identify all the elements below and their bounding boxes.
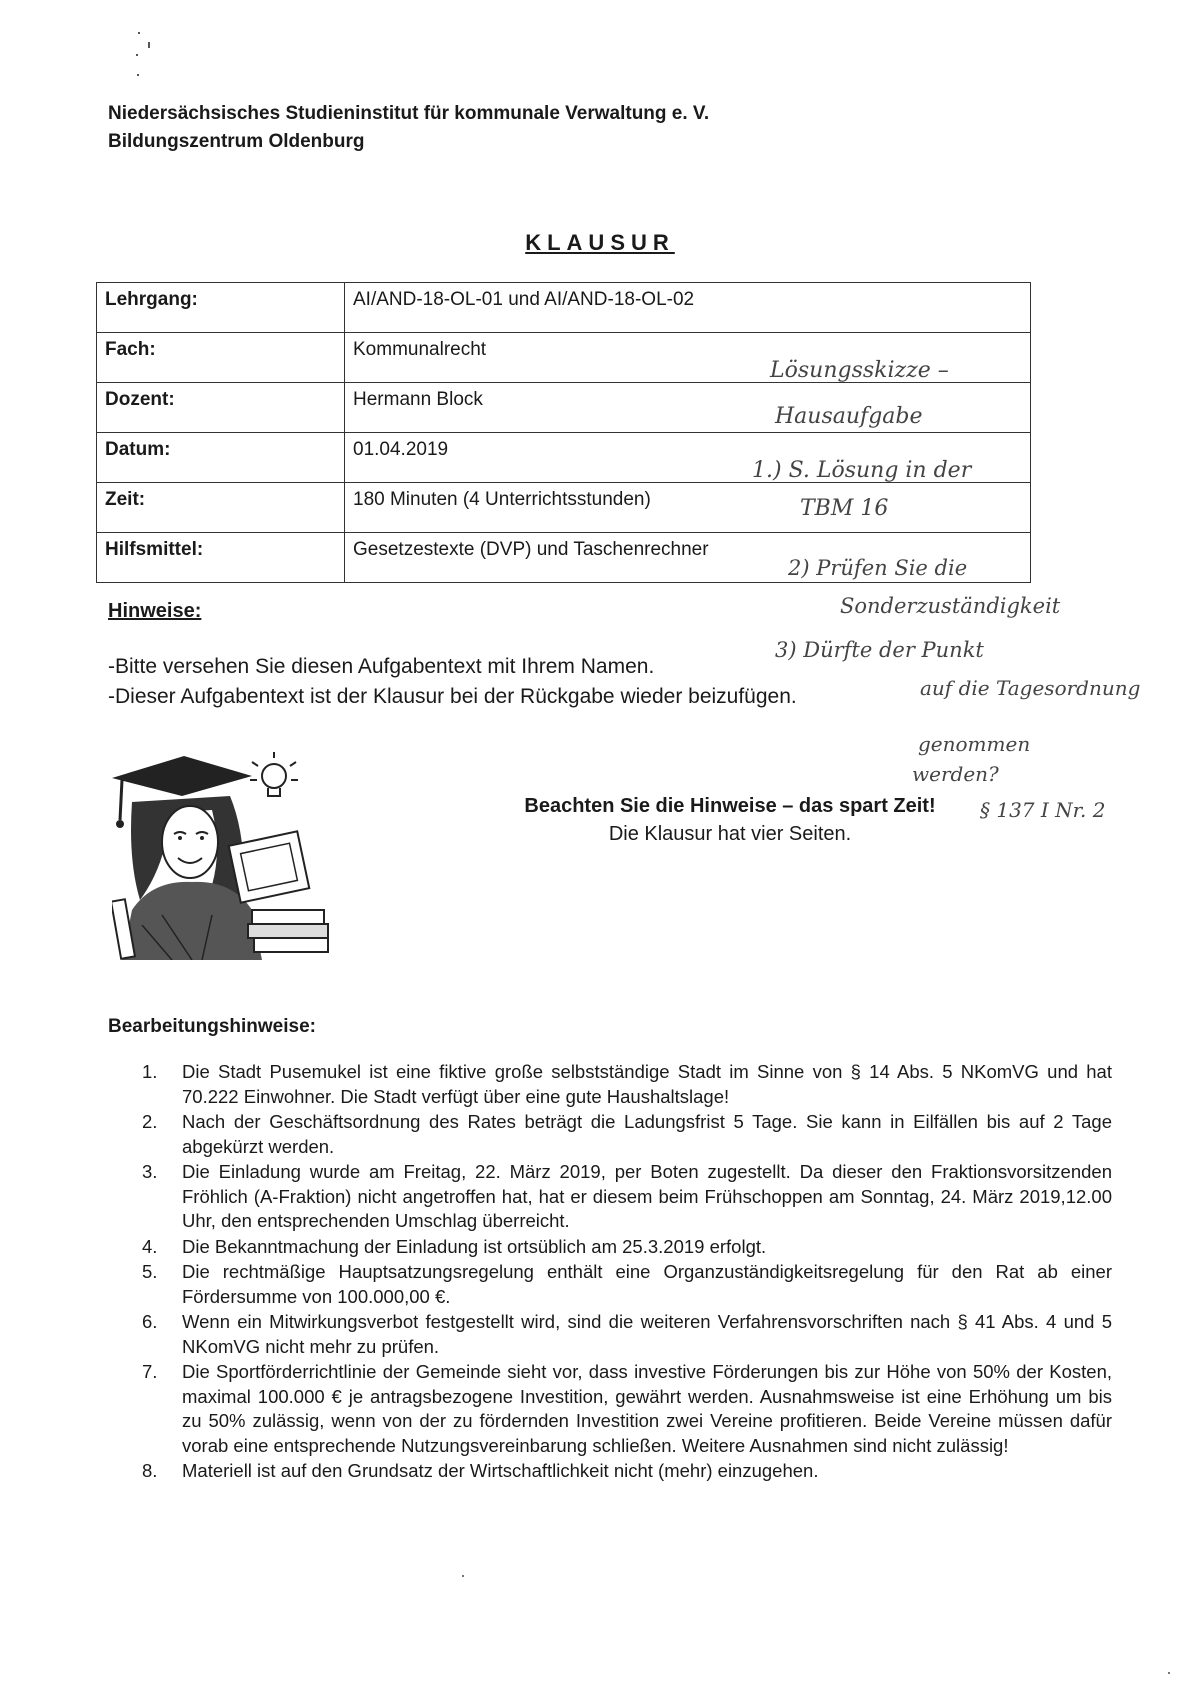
info-value: 01.04.2019 xyxy=(345,433,1031,483)
info-label: Datum: xyxy=(97,433,345,483)
scan-dot xyxy=(1168,1672,1170,1674)
handwritten-note: auf die Tagesordnung xyxy=(920,676,1141,700)
info-value: Hermann Block xyxy=(345,383,1031,433)
bearbeitungshinweise-heading: Bearbeitungshinweise: xyxy=(108,1016,316,1037)
item-text: Die rechtmäßige Hauptsatzungsregelung enthält eine Organzuständigkeitsregelung für den Rat ab einer Fördersumme von 100.000,00 €. xyxy=(182,1261,1112,1307)
list-item xyxy=(142,1310,1112,1359)
list-item xyxy=(142,1360,1112,1458)
graduate-illustration xyxy=(112,750,352,960)
table-row xyxy=(97,283,1031,333)
hinweise-heading: Hinweise: xyxy=(108,600,202,622)
item-text: Die Einladung wurde am Freitag, 22. März 2019, per Boten zugestellt. Da dieser den Fraktionsvorsitzenden Fröhlich (A-Fraktion) nicht angetroffen hat, hat er diesem beim Frühschoppen am Sonntag, 24. März 2019,12.00 Uhr, den entsprechenden Umschlag überreicht. xyxy=(182,1161,1112,1231)
item-number: 2. xyxy=(142,1111,158,1132)
item-text: Wenn ein Mitwirkungsverbot festgestellt wird, sind die weiteren Verfahrensvorschriften nach § 41 Abs. 4 und 5 NKomVG nicht mehr zu prüfen. xyxy=(182,1311,1112,1357)
info-value: Gesetzestexte (DVP) und Taschenrechner xyxy=(345,533,1031,583)
institution-name: Niedersächsisches Studieninstitut für kommunale Verwaltung e. V. xyxy=(108,103,710,124)
item-text: Nach der Geschäftsordnung des Rates beträgt die Ladungsfrist 5 Tage. Sie kann in Eilfällen bis auf 2 Tage abgekürzt werden. xyxy=(182,1111,1112,1157)
info-label: Zeit: xyxy=(97,483,345,533)
table-row xyxy=(97,483,1031,533)
list-item xyxy=(142,1235,1112,1260)
item-text: Die Sportförderrichtlinie der Gemeinde sieht vor, dass investive Förderungen bis zur Höhe von 50% der Kosten, maximal 100.000 € je antragsbezogene Investition, gewährt werden. Ausnahmsweise ist eine Erhöhung um bis zu 50% zulässig, wenn von der zu fördernden Investition zwei Vereine profitieren. Beide Vereine müssen dafür vorab eine entsprechende Nutzungsvereinbarung schließen. Weitere Ausnahmen sind nicht zulässig! xyxy=(182,1361,1112,1456)
item-number: 1. xyxy=(142,1061,158,1082)
list-item: -Bitte versehen Sie diesen Aufgabentext mit Ihrem Namen. xyxy=(108,655,655,678)
list-item: -Dieser Aufgabentext ist der Klausur bei der Rückgabe wieder beizufügen. xyxy=(108,685,797,708)
item-number: 7. xyxy=(142,1361,158,1382)
handwritten-note: Lösungsskizze – xyxy=(770,358,949,383)
scan-dot xyxy=(462,1575,464,1577)
list-item xyxy=(142,1160,1112,1234)
item-number: 3. xyxy=(142,1161,158,1182)
beachten-pages: Die Klausur hat vier Seiten. xyxy=(608,823,852,845)
info-value: 180 Minuten (4 Unterrichtsstunden) xyxy=(345,483,1031,533)
list-item xyxy=(142,1459,1112,1484)
list-item xyxy=(142,1260,1112,1309)
bearbeitungshinweise-list xyxy=(142,1060,1112,1485)
info-label: Fach: xyxy=(97,333,345,383)
item-number: 4. xyxy=(142,1235,158,1257)
document-title: KLAUSUR xyxy=(525,230,675,255)
handwritten-note: § 137 I Nr. 2 xyxy=(980,798,1106,822)
institution-header xyxy=(108,100,709,156)
handwritten-note: 2) Prüfen Sie die xyxy=(788,556,968,580)
info-label: Lehrgang: xyxy=(97,283,345,333)
list-item xyxy=(142,1110,1112,1159)
beachten-notice xyxy=(470,792,990,848)
item-text: Die Stadt Pusemukel ist eine fiktive große selbstständige Stadt im Sinne von § 14 Abs. 5 NKomVG und hat 70.222 Einwohner. Die Stadt verfügt über eine gute Haushaltslage! xyxy=(182,1061,1112,1107)
scan-specks xyxy=(132,30,152,90)
info-label: Hilfsmittel: xyxy=(97,533,345,583)
item-text: Die Bekanntmachung der Einladung ist ortsüblich am 25.3.2019 erfolgt. xyxy=(182,1235,767,1257)
handwritten-note: Sonderzuständigkeit xyxy=(840,594,1061,618)
item-number: 8. xyxy=(142,1460,158,1481)
institution-location: Bildungszentrum Oldenburg xyxy=(108,131,365,152)
item-number: 6. xyxy=(142,1311,158,1332)
item-text: Materiell ist auf den Grundsatz der Wirtschaftlichkeit nicht (mehr) einzugehen. xyxy=(182,1460,819,1481)
handwritten-note: Hausaufgabe xyxy=(775,404,923,429)
info-value: AI/AND-18-OL-01 und AI/AND-18-OL-02 xyxy=(345,283,1031,333)
handwritten-note: werden? xyxy=(912,762,999,786)
handwritten-note: genommen xyxy=(918,732,1031,756)
beachten-bold: Beachten Sie die Hinweise – das spart Zeit! xyxy=(524,795,936,817)
list-item xyxy=(142,1060,1112,1109)
handwritten-note: TBM 16 xyxy=(800,496,889,521)
hinweise-list xyxy=(108,652,797,712)
exam-info-table xyxy=(96,282,1031,583)
info-value: Kommunalrecht xyxy=(345,333,1031,383)
handwritten-note: 1.) S. Lösung in der xyxy=(752,458,972,483)
handwritten-note: 3) Dürfte der Punkt xyxy=(775,638,984,662)
info-label: Dozent: xyxy=(97,383,345,433)
item-number: 5. xyxy=(142,1261,158,1282)
